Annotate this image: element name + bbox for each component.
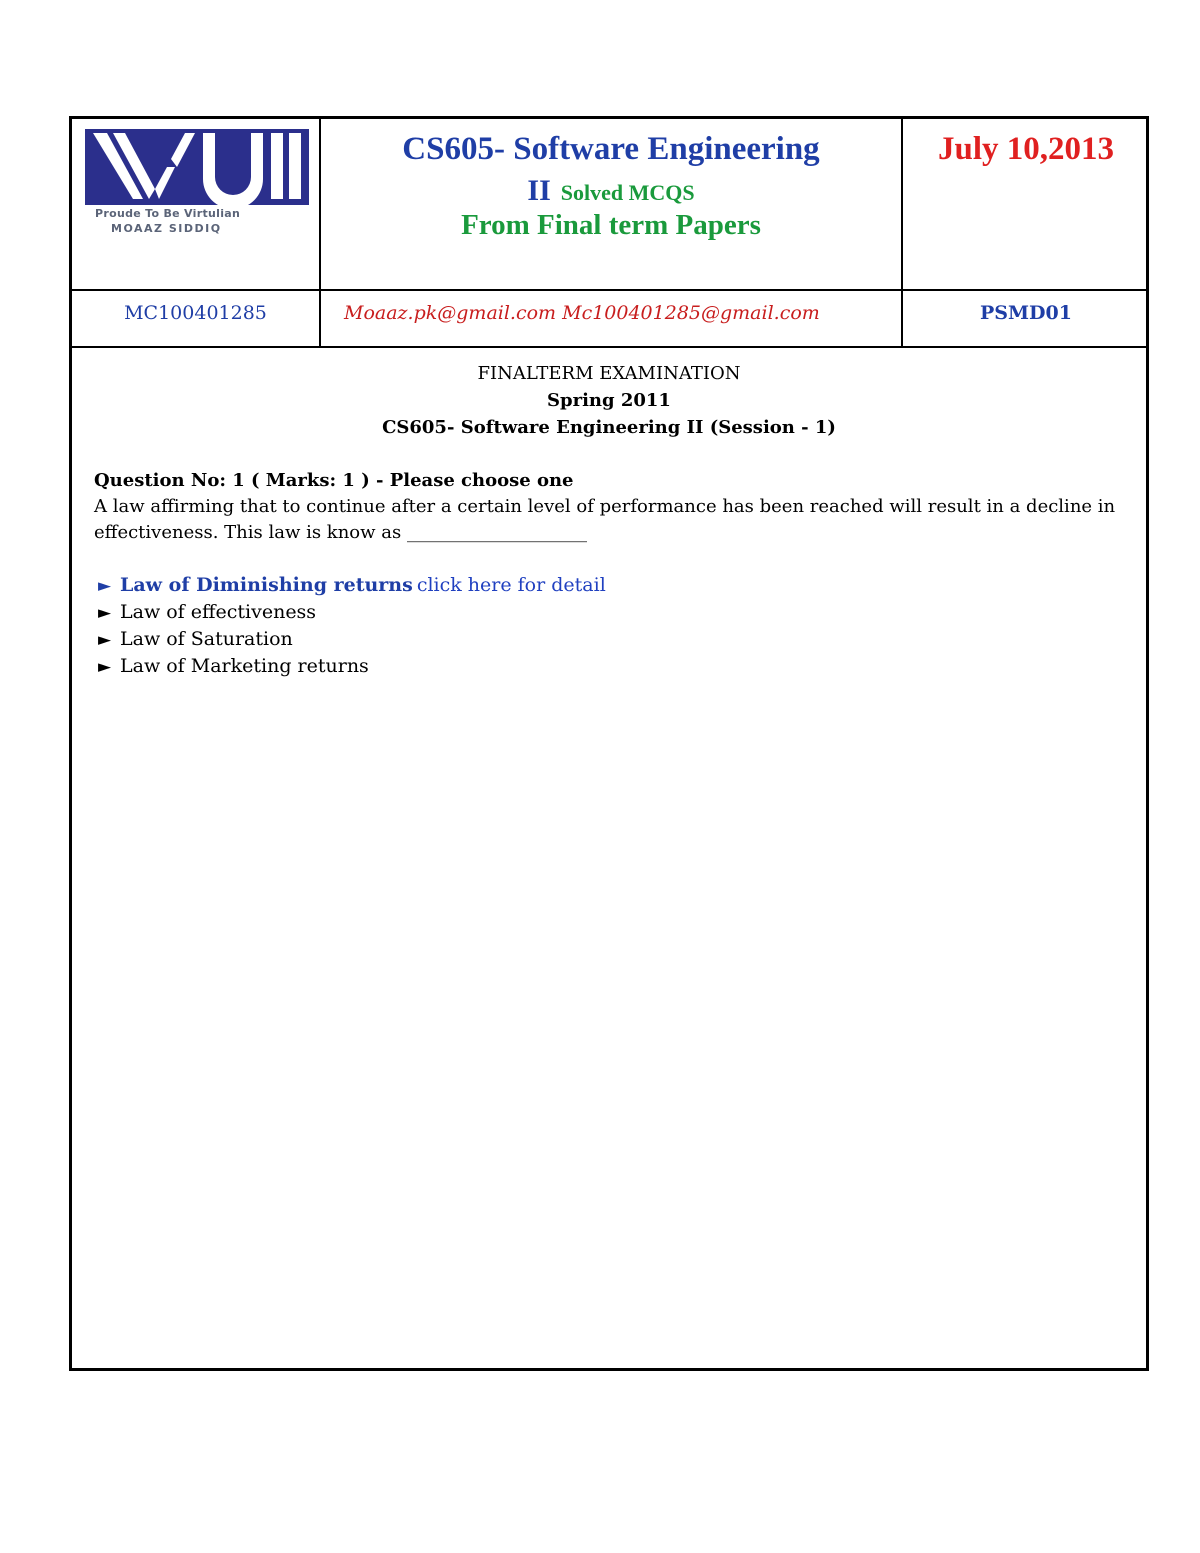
exam-heading <box>72 360 1146 441</box>
divider <box>72 346 1146 348</box>
detail-link[interactable]: click here for detail <box>416 574 606 596</box>
question-text: A law affirming that to continue after a certain level of performance has been reached will result in a decline in effectiveness. This law is know as ____________________ <box>94 496 1116 543</box>
vu-logo-graphic <box>85 129 309 207</box>
course-title-cont <box>321 174 901 208</box>
option[interactable] <box>98 599 1098 626</box>
arrow-icon: ► <box>98 630 112 650</box>
document-code: PSMD01 <box>980 302 1072 324</box>
student-id: MC100401285 <box>124 302 267 324</box>
option-label: Law of Marketing returns <box>120 655 369 677</box>
option-label: Law of effectiveness <box>120 601 317 623</box>
question-block <box>94 468 1124 546</box>
arrow-icon: ► <box>98 576 112 596</box>
solved-tag: Solved MCQS <box>560 180 695 205</box>
logo-author: MOAAZ SIDDIQ <box>111 222 222 235</box>
option-correct[interactable] <box>98 572 1098 599</box>
arrow-icon: ► <box>98 603 112 623</box>
vu-logo <box>85 129 309 239</box>
option-label: Law of Saturation <box>120 628 293 650</box>
exam-subtitle: CS605- Software Engineering II (Session - 1) <box>382 417 836 438</box>
exam-term: Spring 2011 <box>547 390 671 411</box>
divider <box>72 289 1146 291</box>
course-title: CS605- Software Engineering <box>402 131 820 167</box>
document-date: July 10,2013 <box>937 131 1115 167</box>
source-line: From Final term Papers <box>461 209 761 241</box>
option[interactable] <box>98 626 1098 653</box>
title-block <box>321 119 901 289</box>
document-frame <box>69 116 1149 1371</box>
logo-tagline: Proude To Be Virtulian <box>95 207 241 220</box>
question-title: Question No: 1 ( Marks: 1 ) - Please choose one <box>94 470 574 491</box>
option[interactable] <box>98 653 1098 680</box>
email-addresses[interactable]: Moaaz.pk@gmail.com Mc100401285@gmail.com <box>344 302 820 324</box>
course-part: II <box>527 174 551 207</box>
exam-title: FINALTERM EXAMINATION <box>477 363 741 384</box>
option-label: Law of Diminishing returns <box>120 574 413 596</box>
arrow-icon: ► <box>98 657 112 677</box>
answer-options <box>98 572 1098 680</box>
